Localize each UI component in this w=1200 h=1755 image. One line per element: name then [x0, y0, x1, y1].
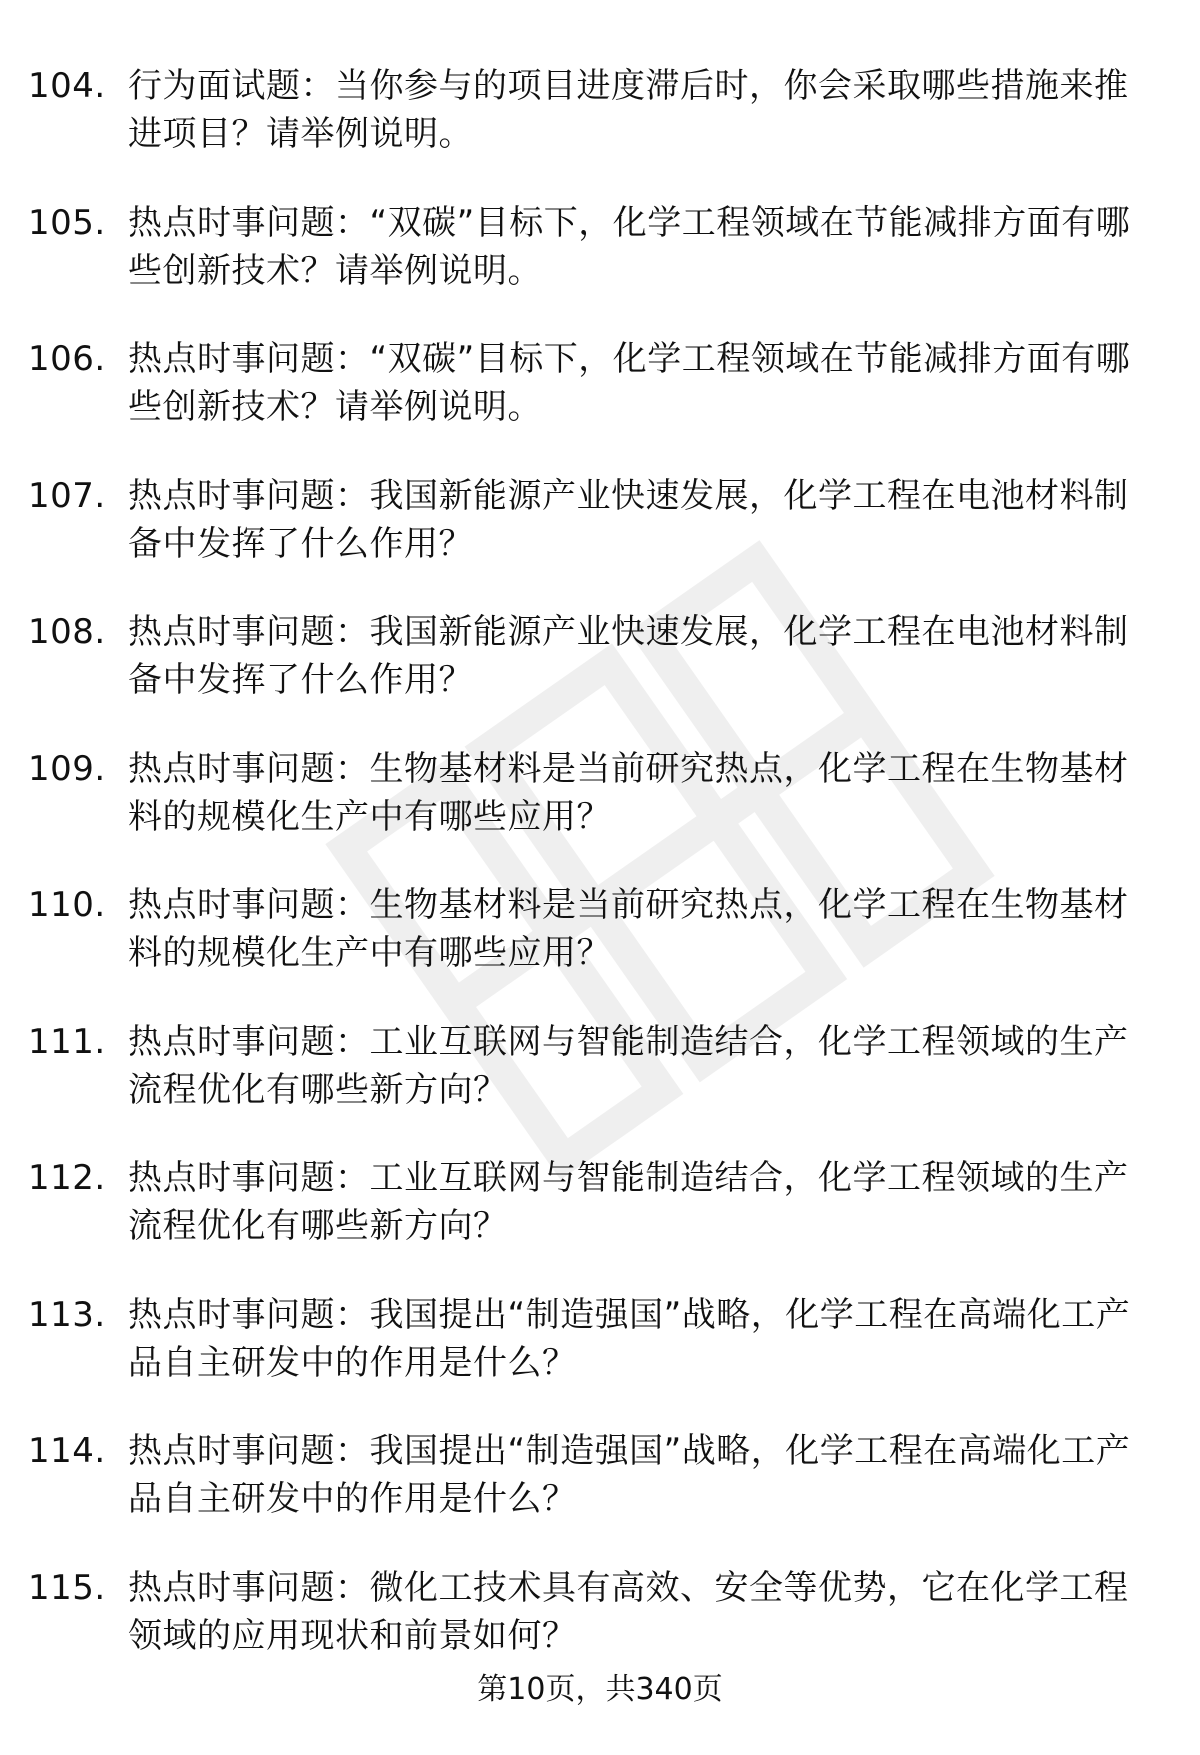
question-number: 112.	[28, 1158, 106, 1198]
list-item	[28, 881, 1148, 977]
question-list	[28, 62, 1148, 1700]
question-number: 107.	[28, 475, 106, 516]
question-text: 热点时事问题：工业互联网与智能制造结合，化学工程领域的生产流程优化有哪些新方向？	[128, 1021, 1129, 1110]
list-item	[28, 1427, 1148, 1523]
question-text: 热点时事问题：微化工技术具有高效、安全等优势，它在化学工程领域的应用现状和前景如何？	[128, 1567, 1129, 1656]
question-text: 热点时事问题：我国提出“制造强国”战略，化学工程在高端化工产品自主研发中的作用是什么？	[128, 1431, 1131, 1519]
question-text: 热点时事问题：我国新能源产业快速发展，化学工程在电池材料制备中发挥了什么作用？	[128, 612, 1129, 700]
question-number: 106.	[28, 339, 106, 379]
list-item	[28, 335, 1148, 431]
question-text: 热点时事问题：“双碳”目标下，化学工程领域在节能减排方面有哪些创新技术？请举例说明。	[128, 339, 1131, 427]
question-number: 114.	[28, 1431, 106, 1471]
list-item	[28, 1291, 1148, 1387]
question-number: 110.	[28, 885, 106, 925]
question-text: 热点时事问题：“双碳”目标下，化学工程领域在节能减排方面有哪些创新技术？请举例说明。	[128, 202, 1131, 291]
question-text: 热点时事问题：工业互联网与智能制造结合，化学工程领域的生产流程优化有哪些新方向？	[128, 1158, 1129, 1246]
question-text: 热点时事问题：我国新能源产业快速发展，化学工程在电池材料制备中发挥了什么作用？	[128, 475, 1129, 564]
page-number-label: 第10页，共340页	[477, 1672, 723, 1707]
list-item	[28, 199, 1148, 295]
list-item	[28, 745, 1148, 841]
list-item	[28, 1018, 1148, 1114]
list-item	[28, 1154, 1148, 1250]
question-number: 111.	[28, 1021, 106, 1062]
question-text: 行为面试题：当你参与的项目进度滞后时，你会采取哪些措施来推进项目？请举例说明。	[128, 66, 1129, 154]
list-item	[28, 62, 1148, 158]
question-text: 热点时事问题：生物基材料是当前研究热点，化学工程在生物基材料的规模化生产中有哪些应用？	[128, 748, 1129, 837]
list-item	[28, 1564, 1148, 1660]
question-number: 104.	[28, 66, 106, 106]
question-number: 105.	[28, 202, 106, 243]
question-number: 108.	[28, 612, 106, 652]
list-item	[28, 472, 1148, 568]
question-text: 热点时事问题：生物基材料是当前研究热点，化学工程在生物基材料的规模化生产中有哪些应用？	[128, 885, 1129, 973]
page-footer	[0, 1670, 1200, 1710]
question-number: 115.	[28, 1567, 106, 1608]
question-number: 109.	[28, 748, 106, 789]
list-item	[28, 608, 1148, 704]
question-text: 热点时事问题：我国提出“制造强国”战略，化学工程在高端化工产品自主研发中的作用是什么？	[128, 1294, 1131, 1383]
question-number: 113.	[28, 1294, 106, 1335]
